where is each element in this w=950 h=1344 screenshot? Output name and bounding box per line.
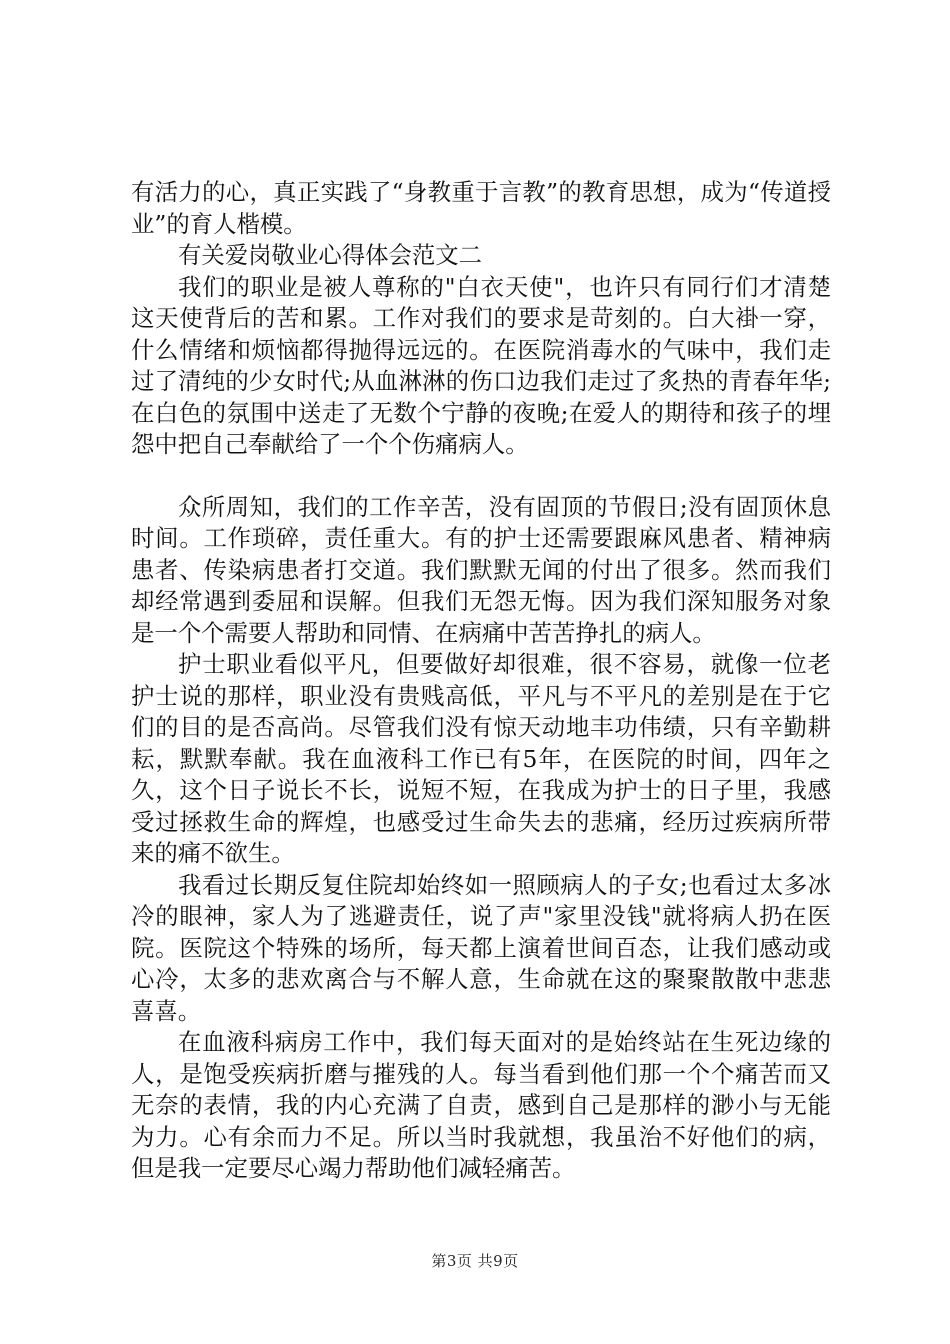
lead-paragraph: 有活力的心，真正实践了“身教重于言教”的教育思想，成为“传道授业”的育人楷模。 xyxy=(131,178,831,238)
paragraph-2: 众所周知，我们的工作辛苦，没有固顶的节假日;没有固顶休息时间。工作琐碎，责任重大。有的护士还需要跟麻风患者、精神病患者、传染病患者打交道。我们默默无闻的付出了很多。然而我们却经常遇到委屈和误解。但我们无怨无悔。因为我们深知服务对象是一个个需要人帮助和同情、在病痛中苦苦挣扎的病人。 xyxy=(131,492,831,647)
section-title: 有关爱岗敬业心得体会范文二 xyxy=(178,241,483,269)
paragraph-5: 在血液科病房工作中，我们每天面对的是始终站在生死边缘的人，是饱受疾病折磨与摧残的人。每当看到他们那一个个痛苦而又无奈的表情，我的内心充满了自责，感到自己是那样的渺小与无能为力。心有余而力不足。所以当时我就想，我虽治不好他们的病，但是我一定要尽心竭力帮助他们减轻痛苦。 xyxy=(131,1028,831,1182)
document-body xyxy=(131,177,831,1185)
paragraph-1: 我们的职业是被人尊称的"白衣天使"，也许只有同行们才清楚这天使背后的苦和累。工作对我们的要求是苛刻的。白大褂一穿，什么情绪和烦恼都得抛得远远的。在医院消毒水的气味中，我们走过了清纯的少女时代;从血淋淋的伤口边我们走过了炙热的青春年华;在白色的氛围中送走了无数个宁静的夜晚;在爱人的期待和孩子的埋怨中把自己奉献给了一个个伤痛病人。 xyxy=(131,272,831,458)
page-number-footer: 第3页 共9页 xyxy=(431,1252,519,1270)
paragraph-3: 护士职业看似平凡，但要做好却很难，很不容易，就像一位老护士说的那样，职业没有贵贱高低，平凡与不平凡的差别是在于它们的目的是否高尚。尽管我们没有惊天动地丰功伟绩，只有辛勤耕耘，默默奉献。我在血液科工作已有5年，在医院的时间，四年之久，这个日子说长不长，说短不短，在我成为护士的日子里，我感受过拯救生命的辉煌，也感受过生命失去的悲痛，经历过疾病所带来的痛不欲生。 xyxy=(131,650,831,867)
paragraph-4: 我看过长期反复住院却始终如一照顾病人的子女;也看过太多冰冷的眼神，家人为了逃避责任，说了声"家里没钱"就将病人扔在医院。医院这个特殊的场所，每天都上演着世间百态，让我们感动或心冷，太多的悲欢离合与不解人意，生命就在这的聚聚散散中悲悲喜喜。 xyxy=(131,870,831,1025)
paragraph-gap xyxy=(131,461,831,492)
